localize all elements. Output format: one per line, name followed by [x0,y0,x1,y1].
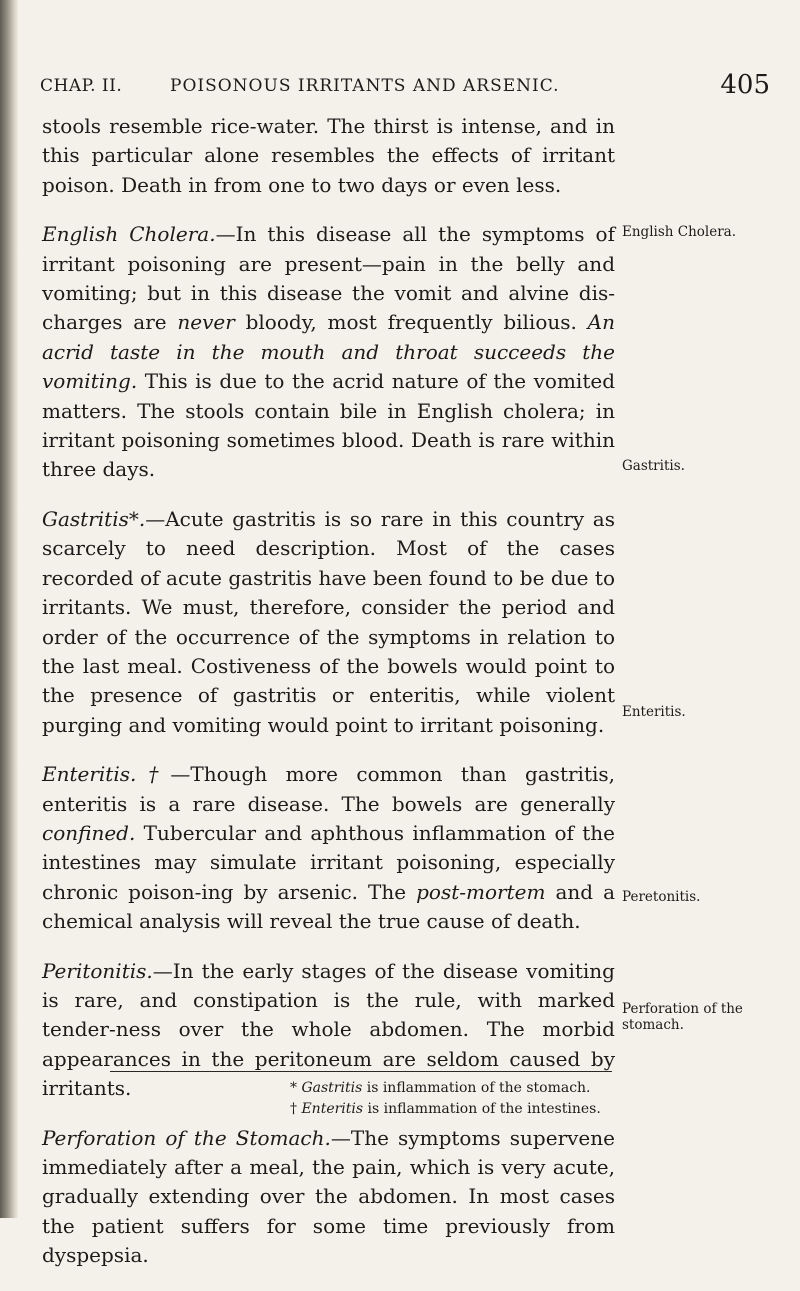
section-heading: English Cholera. [42,222,216,247]
margin-note-enteritis: Enteritis. [622,704,686,720]
section-heading: Gastritis*. [42,506,146,531]
margin-note-english-cholera: English Cholera. [622,224,736,240]
page-number: 405 [720,70,770,100]
running-title: POISONOUS IRRITANTS AND ARSENIC. [170,76,560,96]
paragraph-english-cholera: English Cholera.—In this disease all the symptoms of irritant poisoning are present—pain in the belly and vomiting; but in this disease the vomit and alvine dis-charges are never bloody, most frequently bilious. An acrid taste in the mouth and throat succeeds the vomiting. This is due to the acrid nature of the vomited matters. The stools contain bile in English cholera; in irritant poisoning sometimes blood. Death is rare within three days. [42,222,615,482]
footnote-gastritis: * Gastritis is inflammation of the stomach. [290,1080,591,1096]
footnote-rule [110,1071,612,1072]
paragraph-gastritis: Gastritis*.—Acute gastritis is so rare in this country as scarcely to need description. Most of the cases recorded of acute gastritis have been found to be due to irritants. We must, therefore, consider the period and order of the occurrence of the symptoms in relation to the last meal. Costiveness of the bowels would point to the presence of gastritis or enteritis, while violent purging and vomiting would point to irritant poisoning. [42,506,615,737]
footnote-enteritis: † Enteritis is inflammation of the intestines. [290,1101,601,1117]
paragraph-peritonitis: Peritonitis.—In the early stages of the disease vomiting is rare, and constipation is the rule, with marked tender-ness over the whole abdomen. The morbid appearances in the peritoneum are seldom caused by irritants. [42,958,615,1101]
section-heading: Enteritis.† [42,762,171,787]
book-binding-edge [0,0,18,1218]
paragraph-enteritis: Enteritis.†—Though more common than gastritis, enteritis is a rare disease. The bowels are generally confined. Tubercular and aphthous inflammation of the intestines may simulate irritant poisoning, especially chronic poison-ing by arsenic. The post-mortem and a chemical analysis will reveal the true cause of death. [42,762,615,934]
paragraph-perforation: Perforation of the Stomach.—The symptoms supervene immediately after a meal, the pain, which is very acute, gradually extending over the abdomen. In most cases the patient suffers for some time previously from dyspepsia. [42,1125,615,1268]
margin-note-gastritis: Gastritis. [622,458,685,474]
section-heading: Peritonitis. [42,958,153,983]
margin-note-perforation: Perforation of the stomach. [622,1001,743,1033]
section-heading: Perforation of the Stomach. [42,1125,331,1150]
running-header [40,66,770,102]
chapter-label: CHAP. II. [40,76,123,96]
paragraph-continuation: stools resemble rice-water. The thirst is intense, and in this particular alone resembles the effects of irritant poison. Death in from one to two days or even less. [42,114,615,197]
footnotes [290,1078,610,1120]
margin-note-peritonitis: Peretonitis. [622,889,701,905]
